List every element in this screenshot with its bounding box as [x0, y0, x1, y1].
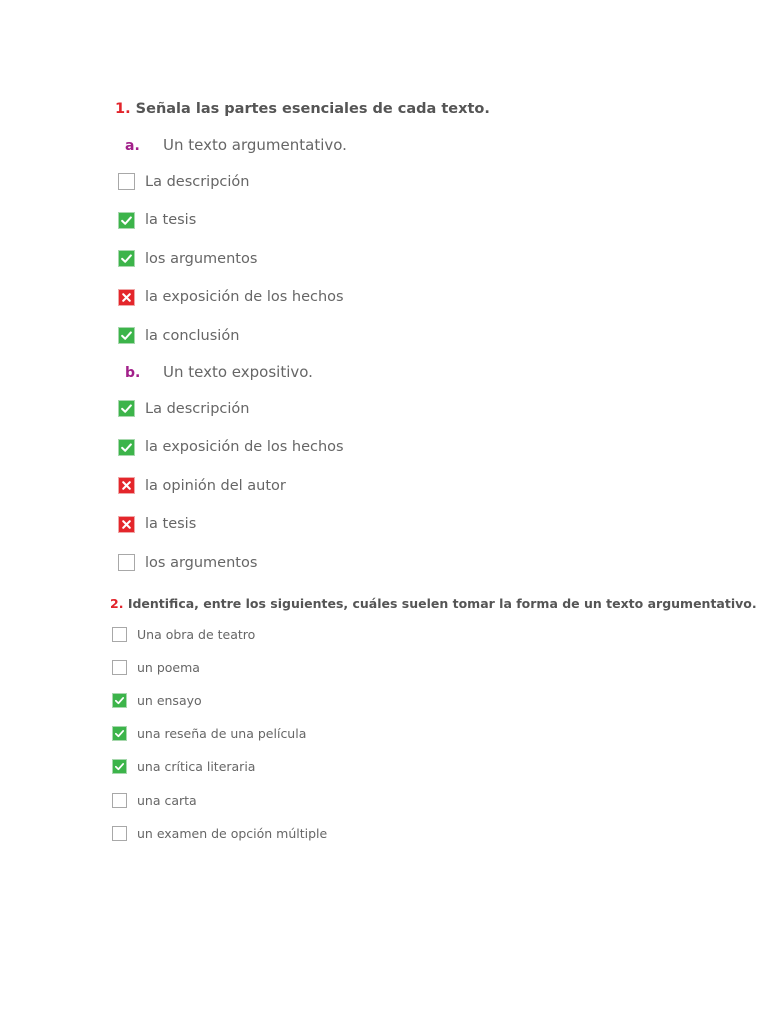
check-icon[interactable] [112, 726, 127, 741]
option-label: los argumentos [145, 250, 258, 267]
question-2-title [110, 596, 757, 611]
option-label: los argumentos [145, 554, 258, 571]
q2-option-7[interactable] [112, 826, 327, 841]
question-2-number: 2. [110, 596, 124, 611]
subquestion-b-letter: b. [125, 365, 141, 381]
cross-icon[interactable] [118, 477, 135, 494]
check-icon[interactable] [118, 400, 135, 417]
cross-icon[interactable] [118, 289, 135, 306]
option-label: la tesis [145, 212, 197, 228]
option-label: la exposición de los hechos [145, 289, 344, 305]
empty-checkbox[interactable] [112, 627, 127, 642]
option-label: Una obra de teatro [137, 627, 256, 642]
q2-option-6[interactable] [112, 793, 197, 808]
q1a-option-2[interactable] [118, 212, 196, 229]
q1b-option-3[interactable] [118, 477, 286, 494]
q1b-option-2[interactable] [118, 439, 344, 456]
empty-checkbox[interactable] [118, 173, 135, 190]
option-label: una reseña de una película [137, 726, 307, 742]
option-label: la tesis [145, 516, 197, 532]
q1a-option-4[interactable] [118, 289, 344, 306]
subquestion-a-letter: a. [125, 138, 140, 154]
question-2-text: Identifica, entre los siguientes, cuáles suelen tomar la forma de un texto argumentativo. [127, 596, 757, 611]
q2-option-3[interactable] [112, 693, 202, 708]
check-icon[interactable] [112, 759, 127, 774]
option-label: una crítica literaria [137, 759, 256, 775]
q2-option-4[interactable] [112, 726, 306, 741]
q1b-option-4[interactable] [118, 516, 196, 533]
option-label: un poema [137, 660, 200, 676]
option-label: la conclusión [145, 327, 240, 344]
empty-checkbox[interactable] [112, 660, 127, 675]
q2-option-5[interactable] [112, 759, 255, 774]
subquestion-b-text: Un texto expositivo. [163, 363, 313, 381]
empty-checkbox[interactable] [112, 826, 127, 841]
subquestion-a-text: Un texto argumentativo. [163, 136, 347, 154]
q1a-option-1[interactable] [118, 173, 249, 190]
check-icon[interactable] [118, 439, 135, 456]
question-1-number: 1. [115, 101, 131, 117]
q1b-option-1[interactable] [118, 400, 249, 417]
option-label: una carta [137, 792, 197, 808]
check-icon[interactable] [118, 212, 135, 229]
option-label: La descripción [145, 173, 250, 190]
empty-checkbox[interactable] [112, 793, 127, 808]
q2-option-1[interactable] [112, 627, 255, 642]
option-label: un examen de opción múltiple [137, 825, 328, 841]
q2-option-2[interactable] [112, 660, 200, 675]
check-icon[interactable] [118, 327, 135, 344]
question-1-title [115, 101, 490, 117]
option-label: la exposición de los hechos [145, 439, 344, 455]
empty-checkbox[interactable] [118, 554, 135, 571]
option-label: La descripción [145, 400, 250, 417]
q1a-option-3[interactable] [118, 250, 257, 267]
option-label: un ensayo [137, 693, 202, 709]
check-icon[interactable] [112, 693, 127, 708]
option-label: la opinión del autor [145, 477, 286, 494]
q1a-option-5[interactable] [118, 327, 239, 344]
check-icon[interactable] [118, 250, 135, 267]
question-1-text: Señala las partes esenciales de cada texto. [135, 101, 490, 117]
cross-icon[interactable] [118, 516, 135, 533]
q1b-option-5[interactable] [118, 554, 257, 571]
